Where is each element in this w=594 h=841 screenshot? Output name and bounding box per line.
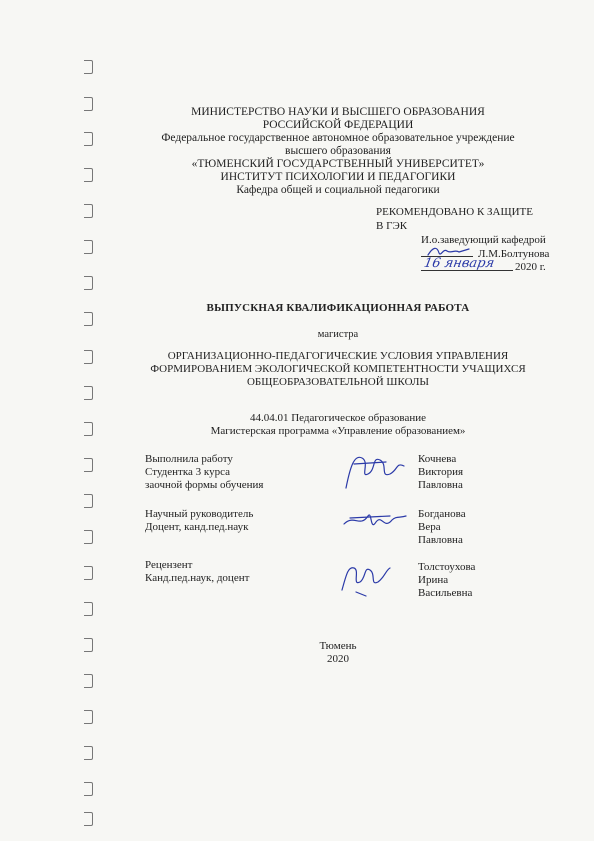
program-info: [100, 412, 576, 438]
thesis-topic: [100, 350, 576, 389]
city: Тюмень: [319, 640, 357, 652]
supervisor-signature: [340, 504, 410, 536]
supervisor-surname: Богданова: [418, 508, 466, 520]
recommendation-year: 2020 г.: [515, 261, 546, 273]
head-name: Л.М.Болтунова: [478, 248, 550, 260]
work-type: ВЫПУСКНАЯ КВАЛИФИКАЦИОННАЯ РАБОТА: [206, 302, 470, 314]
year: 2020: [327, 653, 349, 665]
specialty-code: 44.04.01 Педагогическое образование: [249, 412, 427, 424]
institution-type-line: Федеральное государственное автономное образовательное учреждение: [161, 132, 515, 144]
topic-line-2: ФОРМИРОВАНИЕМ ЭКОЛОГИЧЕСКОЙ КОМПЕТЕНТНОСТИ УЧАЩИХСЯ: [150, 363, 526, 375]
supervisor-role: Научный руководитель Доцент, канд.пед.наук: [145, 508, 254, 533]
reviewer-first-name: Ирина: [418, 574, 449, 586]
author-signature: [340, 448, 410, 496]
supervisor-patronymic: Павловна: [418, 534, 463, 546]
degree-level: магистра: [317, 329, 359, 340]
institute-name: ИНСТИТУТ ПСИХОЛОГИИ И ПЕДАГОГИКИ: [220, 171, 456, 183]
reviewer-signature: [336, 556, 396, 598]
reviewer-patronymic: Васильевна: [418, 587, 473, 599]
binding-marks: [84, 60, 98, 820]
author-name: [418, 453, 463, 492]
footer: [100, 640, 576, 666]
handwritten-date: 16 января: [422, 256, 496, 271]
author-patronymic: Павловна: [418, 479, 463, 491]
education-level-line: высшего образования: [285, 145, 391, 157]
supervisor-name: [418, 508, 466, 547]
university-name: «ТЮМЕНСКИЙ ГОСУДАРСТВЕННЫЙ УНИВЕРСИТЕТ»: [191, 158, 485, 170]
topic-line-3: ОБЩЕОБРАЗОВАТЕЛЬНОЙ ШКОЛЫ: [246, 376, 430, 388]
ministry-line: МИНИСТЕРСТВО НАУКИ И ВЫСШЕГО ОБРАЗОВАНИЯ: [191, 106, 485, 118]
author-surname: Кочнева: [418, 453, 457, 465]
institution-header: [100, 106, 576, 197]
reviewer-name: [418, 561, 475, 600]
country-line: РОССИЙСКОЙ ФЕДЕРАЦИИ: [262, 119, 414, 131]
reviewer-role: Рецензент Канд.пед.наук, доцент: [145, 559, 250, 584]
recommendation-gek: В ГЭК: [376, 220, 408, 232]
reviewer-surname: Толстоухова: [418, 561, 476, 573]
recommendation-title: РЕКОМЕНДОВАНО К ЗАЩИТЕ: [376, 206, 533, 218]
author-role: Выполнила работу Студентка 3 курса заочной формы обучения: [145, 453, 264, 491]
department-name: Кафедра общей и социальной педагогики: [236, 184, 440, 196]
supervisor-first-name: Вера: [418, 521, 441, 533]
master-program: Магистерская программа «Управление образованием»: [210, 425, 466, 437]
head-of-department-title: И.о.заведующий кафедрой: [421, 234, 546, 246]
author-first-name: Виктория: [418, 466, 464, 478]
topic-line-1: ОРГАНИЗАЦИОННО-ПЕДАГОГИЧЕСКИЕ УСЛОВИЯ УПРАВЛЕНИЯ: [167, 350, 509, 362]
